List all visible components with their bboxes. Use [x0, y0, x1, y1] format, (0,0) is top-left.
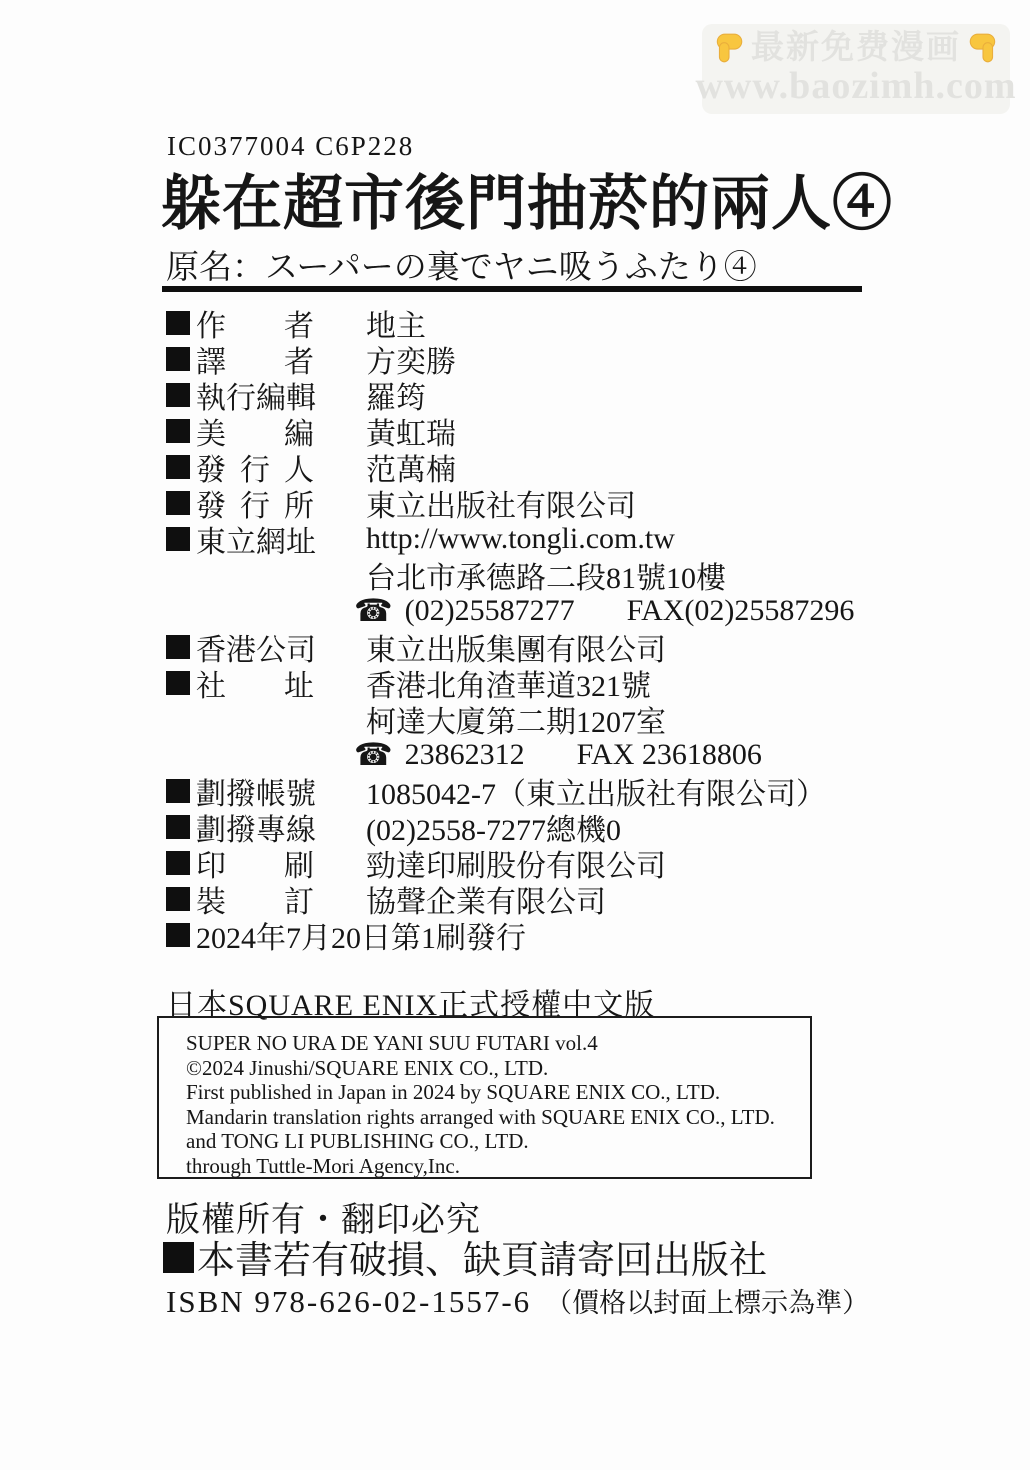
isbn-line — [166, 1281, 869, 1320]
credit-value: 東立出版社有限公司 — [366, 490, 636, 523]
bullet-square-icon — [166, 923, 190, 947]
fax-number: FAX 23618806 — [576, 738, 762, 771]
credit-value: 黃虹瑞 — [366, 418, 456, 451]
credit-label: 發行所 — [196, 490, 314, 523]
watermark-url: www.baozimh.com — [695, 65, 1017, 108]
book-title: 躲在超市後門抽菸的兩人④ — [161, 171, 893, 237]
bullet-square-icon — [166, 527, 190, 551]
bullet-square-icon — [166, 491, 190, 515]
divider-rule — [162, 286, 862, 292]
colophon-row — [166, 773, 854, 809]
bullet-square-icon — [166, 779, 190, 803]
colophon-row — [166, 557, 854, 593]
colophon-row — [166, 809, 854, 845]
credit-label: 印刷 — [196, 850, 314, 883]
license-line: through Tuttle-Mori Agency,Inc. — [186, 1153, 460, 1178]
credit-value: 范萬楠 — [366, 454, 456, 487]
license-line: Mandarin translation rights arranged with SQUARE ENIX CO., LTD. — [186, 1104, 775, 1129]
rights-notice: 版權所有・翻印必究 — [166, 1202, 481, 1239]
credit-value: 勁達印刷股份有限公司 — [366, 850, 666, 883]
credit-label: 香港公司 — [196, 634, 316, 667]
watermark-text: 最新免费漫画 — [751, 29, 961, 66]
credit-value: 方奕勝 — [366, 346, 456, 379]
license-line: and TONG LI PUBLISHING CO., LTD. — [186, 1129, 529, 1153]
credit-label: 裝訂 — [196, 886, 314, 919]
credit-value: http://www.tongli.com.tw — [366, 522, 675, 555]
colophon-row — [166, 413, 854, 449]
phone-icon: ☎ — [354, 593, 393, 628]
colophon-row — [166, 629, 854, 665]
credit-label: 美編 — [196, 418, 314, 451]
pointing-down-hand-icon — [966, 31, 1000, 65]
credit-label: 執行編輯 — [196, 382, 316, 415]
fax-number: FAX(02)25587296 — [626, 594, 855, 627]
credit-value: 香港北角渣華道321號 — [366, 670, 651, 703]
credit-value: 台北市承德路二段81號10樓 — [366, 562, 726, 595]
colophon-row — [166, 449, 854, 485]
site-watermark — [695, 24, 1017, 114]
isbn-number: ISBN 978-626-02-1557-6 — [166, 1284, 532, 1319]
bullet-square-icon — [166, 887, 190, 911]
bullet-square-icon — [166, 671, 190, 695]
bullet-square-icon — [166, 311, 190, 335]
license-line: First published in Japan in 2024 by SQUARE ENIX CO., LTD. — [186, 1080, 721, 1104]
bullet-square-icon — [166, 383, 190, 407]
license-line: SUPER NO URA DE YANI SUU FUTARI vol.4 — [186, 1031, 598, 1055]
bullet-square-icon — [166, 347, 190, 371]
colophon-row — [166, 737, 854, 773]
colophon-row — [166, 377, 854, 413]
colophon-row — [166, 665, 854, 701]
credit-value: 2024年7月20日第1刷發行 — [196, 922, 526, 955]
credit-label: 東立網址 — [196, 526, 316, 559]
bullet-square-icon — [166, 815, 190, 839]
colophon-row — [166, 845, 854, 881]
colophon-row — [166, 485, 854, 521]
bullet-square-icon — [163, 1242, 194, 1273]
credit-label: 譯者 — [196, 346, 314, 379]
credit-value: (02)2558-7277總機0 — [366, 814, 621, 847]
colophon-row — [166, 701, 854, 737]
colophon-row — [166, 521, 854, 557]
colophon-row — [166, 881, 854, 917]
credit-value: 柯達大廈第二期1207室 — [366, 706, 666, 739]
colophon-row — [166, 341, 854, 377]
credit-value: 23862312 — [404, 738, 525, 771]
colophon-row — [166, 305, 854, 341]
colophon-list — [166, 305, 854, 953]
credit-value: 東立出版集團有限公司 — [366, 634, 666, 667]
damage-notice-text: 本書若有破損、缺頁請寄回出版社 — [197, 1240, 768, 1282]
license-heading: 日本SQUARE ENIX正式授權中文版 — [166, 989, 656, 1022]
pointing-down-hand-icon — [712, 31, 746, 65]
credit-value: 羅筠 — [366, 382, 426, 415]
credit-value: 協聲企業有限公司 — [366, 886, 606, 919]
isbn-note: （價格以封面上標示為準） — [545, 1288, 870, 1318]
bullet-square-icon — [166, 851, 190, 875]
phone-icon: ☎ — [354, 737, 393, 772]
credit-value: 1085042-7（東立出版社有限公司） — [366, 778, 826, 811]
bullet-square-icon — [166, 635, 190, 659]
watermark-line1 — [712, 31, 1000, 66]
colophon-row — [166, 917, 854, 953]
bullet-square-icon — [166, 419, 190, 443]
credit-label: 作者 — [196, 310, 314, 343]
book-code: IC0377004 C6P228 — [167, 131, 415, 161]
damage-notice — [163, 1229, 767, 1284]
license-box — [157, 1016, 812, 1179]
credit-label: 劃撥帳號 — [196, 778, 316, 811]
credit-value: (02)25587277 — [404, 594, 575, 627]
credit-label: 社址 — [196, 670, 314, 703]
colophon-row — [166, 593, 854, 629]
credit-label: 發行人 — [196, 454, 314, 487]
credit-value: 地主 — [366, 310, 426, 343]
original-title: 原名：スーパーの裏でヤニ吸うふたり④ — [166, 250, 757, 286]
bullet-square-icon — [166, 455, 190, 479]
license-line: ©2024 Jinushi/SQUARE ENIX CO., LTD. — [186, 1055, 549, 1080]
credit-label: 劃撥專線 — [196, 814, 316, 847]
